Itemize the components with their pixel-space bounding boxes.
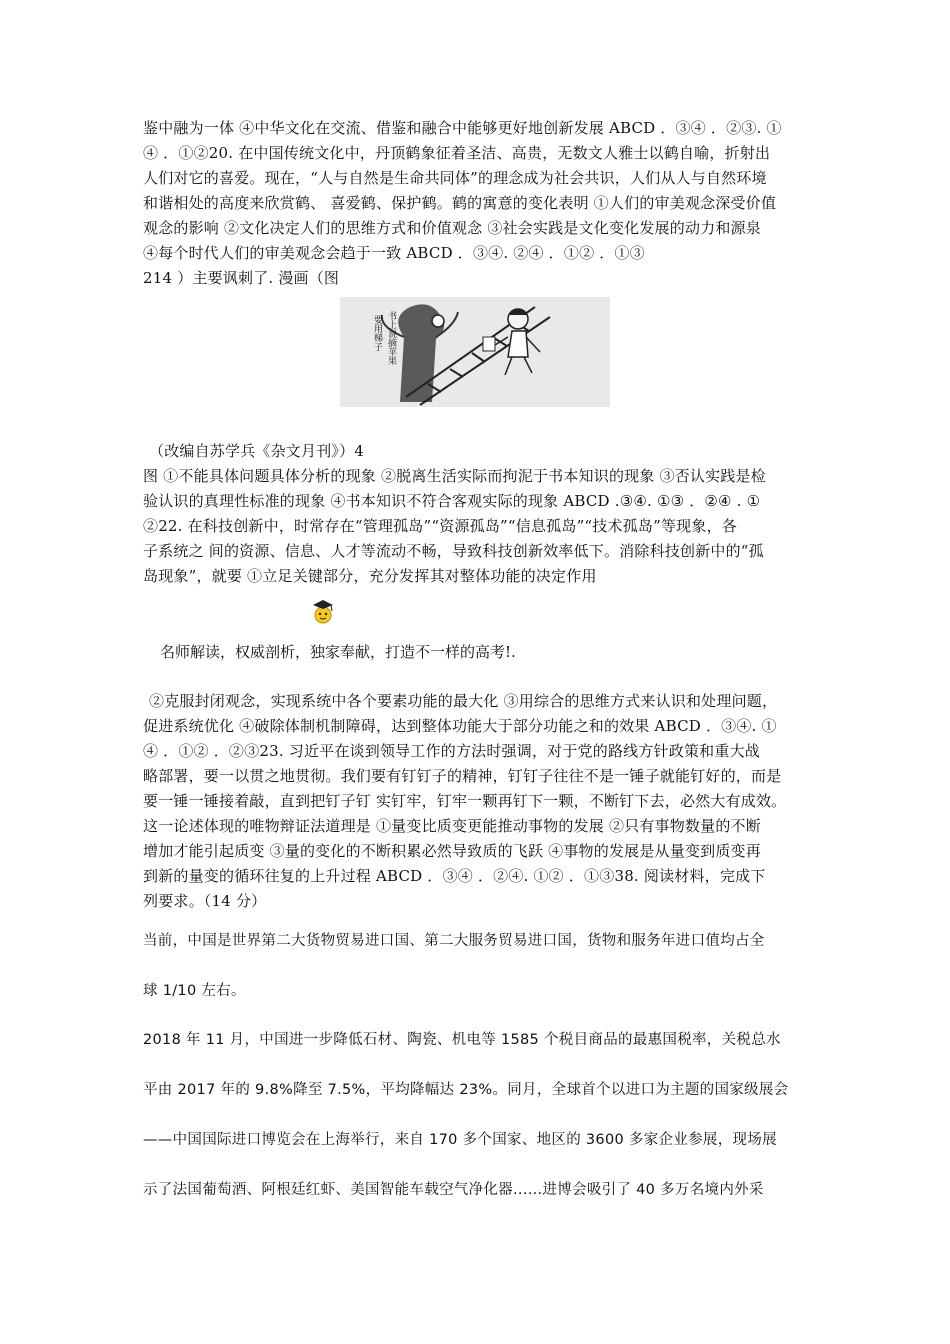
material-line: 球 1/10 左右。 [143, 983, 246, 999]
text-line: （改编自苏学兵《杂文月刊》）4 [149, 442, 365, 460]
text-line: ④ ．①②20. 在中国传统文化中，丹顶鹤象征着圣洁、高贵，无数文人雅士以鹤自喻，折射出 [143, 144, 771, 162]
text-line: ②克服封闭观念，实现系统中各个要素功能的最大化 ③用综合的思维方式来认识和处理问题， [149, 692, 778, 710]
promo-text: 名师解读，权威剖析，独家奉献，打造不一样的高考!. [160, 643, 516, 661]
cartoon-ladder-text: 要用梯子 [372, 315, 382, 351]
material-line: 示了法国葡萄酒、阿根廷红虾、美国智能车载空气净化器......进博会吸引了 40 多万名境内外采 [143, 1182, 764, 1198]
text-line: 要一锤一锤接着敲，直到把钉子钉 实钉牢，钉牢一颗再钉下一颗，不断钉下去，必然大有成效。 [143, 792, 787, 810]
material-line: ——中国国际进口博览会在上海举行，来自 170 多个国家、地区的 3600 多家企业参展，现场展 [143, 1132, 777, 1148]
cartoon-book-text: 书上说摘苹果 [386, 311, 396, 365]
text-line: 人们对它的喜爱。现在，“人与自然是生命共同体”的理念成为社会共识，人们从人与自然环境 [143, 169, 767, 187]
text-line: 214 ）主要讽刺了. 漫画（图 [143, 269, 340, 287]
text-line: 略部署，要一以贯之地贯彻。我们要有钉钉子的精神，钉钉子往往不是一锤子就能钉好的，而是 [143, 767, 782, 785]
text-line: 增加才能引起质变 ③量的变化的不断积累必然导致质的飞跃 ④事物的发展是从量变到质变再 [143, 842, 761, 860]
text-line: 和谐相处的高度来欣赏鹤、 喜爱鹤、保护鹤。鹤的寓意的变化表明 ①人们的审美观念深受价值 [143, 194, 777, 212]
text-line: 鉴中融为一体 ④中华文化在交流、借鉴和融合中能够更好地创新发展 ABCD ．③④ ．②③. ① [143, 119, 782, 137]
text-line: 子系统之 间的资源、信息、人才等流动不畅，导致科技创新效率低下。消除科技创新中的“孤 [143, 542, 764, 560]
text-line: ④每个时代人们的审美观念会趋于一致 ABCD ．③④. ②④ ．①② ．①③ [143, 244, 645, 262]
text-line: 这一论述体现的唯物辩证法道理是 ①量变比质变更能推动事物的发展 ②只有事物数量的不断 [143, 817, 761, 835]
text-line: 图 ①不能具体问题具体分析的现象 ②脱离生活实际而拘泥于书本知识的现象 ③否认实践是检 [143, 467, 766, 485]
question-block-3 [143, 689, 813, 914]
text-line: 促进系统优化 ④破除体制机制障碍，达到整体功能大于部分功能之和的效果 ABCD ．③④. ① [143, 717, 777, 735]
material-line: 2018 年 11 月，中国进一步降低石材、陶瓷、机电等 1585 个税目商品的最惠国税率，关税总水 [143, 1032, 781, 1048]
material-line: 当前，中国是世界第二大货物贸易进口国、第二大服务贸易进口国，货物和服务年进口值均占全 [143, 933, 765, 949]
text-line: 列要求。（14 分） [143, 892, 267, 910]
text-line: 验认识的真理性标准的现象 ④书本知识不符合客观实际的现象 ABCD .③④. ①③ ．②④ . ① [143, 492, 761, 510]
question-block-1 [143, 116, 813, 291]
text-line: 到新的量变的循环往复的上升过程 ABCD ．③④ ．②④. ①② ．①③38. 阅读材料，完成下 [143, 867, 766, 885]
text-line: 岛现象”，就要 ①立足关键部分，充分发挥其对整体功能的决定作用 [143, 567, 597, 585]
cartoon-illustration [340, 297, 610, 407]
graduate-mascot-icon [311, 598, 335, 624]
text-line: ②22. 在科技创新中，时常存在“管理孤岛”“资源孤岛”“信息孤岛”“技术孤岛”等现象，各 [143, 517, 737, 535]
question-block-2 [143, 439, 813, 589]
text-line: ④ ．①② ．②③23. 习近平在谈到领导工作的方法时强调，对于党的路线方针政策和重大战 [143, 742, 760, 760]
material-line: 平由 2017 年的 9.8%降至 7.5%，平均降幅达 23%。同月，全球首个以进口为主题的国家级展会 [143, 1082, 789, 1098]
text-line: 观念的影响 ②文化决定人们的思维方式和价值观念 ③社会实践是文化变化发展的动力和源泉 [143, 219, 761, 237]
